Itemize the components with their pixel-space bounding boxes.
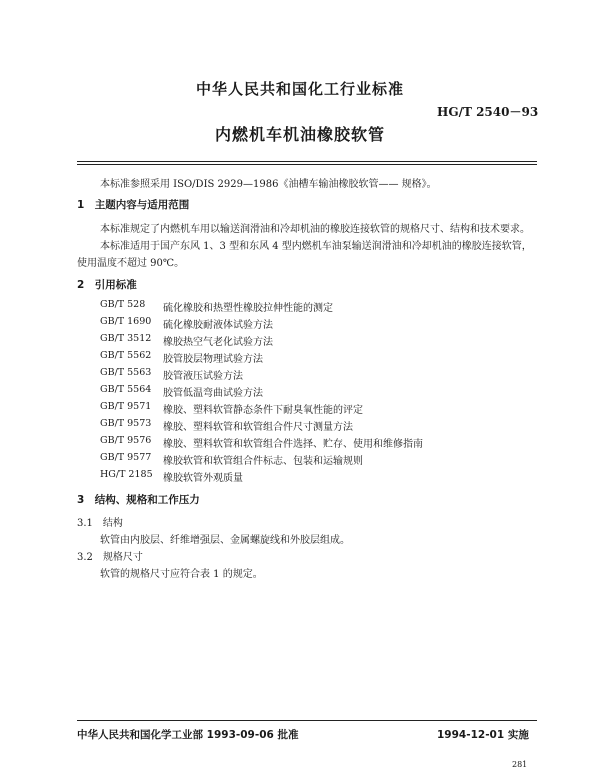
- subsection-3-2-heading: 3.2 规格尺寸: [77, 552, 143, 563]
- section-1-paragraph-1: 本标准规定了内燃机车用以输送润滑油和冷却机油的橡胶连接软管的规格尺寸、结构和技术要求。: [100, 224, 530, 235]
- approval-info: 中华人民共和国化学工业部 1993-09-06 批准: [77, 729, 299, 741]
- section-1-paragraph-2-line-1: 本标准适用于国产东风 1、3 型和东风 4 型内燃机车油泵输送润滑油和冷却机油的橡胶连接软管，: [100, 241, 532, 252]
- top-rule-1: [77, 161, 537, 162]
- ref-name: 橡胶软管外观质量: [163, 473, 243, 484]
- ref-name: 胶管低温弯曲试验方法: [163, 388, 263, 399]
- section-2-heading: 2 引用标准: [77, 279, 137, 291]
- section-1-heading: 1 主题内容与适用范围: [77, 199, 190, 211]
- subsection-3-1-text: 软管由内胶层、纤维增强层、金属螺旋线和外胶层组成。: [100, 535, 350, 546]
- standard-number: HG/T 2540－93: [437, 105, 539, 119]
- standard-category: 中华人民共和国化工行业标准: [195, 80, 404, 98]
- intro-text: 本标准参照采用 ISO/DIS 2929—1986《油槽车输油橡胶软管—— 规格》。: [100, 179, 437, 190]
- ref-code: HG/T 2185: [100, 469, 153, 480]
- ref-code: GB/T 1690: [100, 316, 152, 327]
- subsection-3-1-heading: 3.1 结构: [77, 518, 123, 529]
- ref-name: 橡胶、塑料软管静态条件下耐臭氧性能的评定: [163, 405, 363, 416]
- ref-name: 橡胶、塑料软管和软管组合件选择、贮存、使用和维修指南: [163, 439, 423, 450]
- ref-name: 橡胶热空气老化试验方法: [163, 337, 273, 348]
- implementation-date: 1994-12-01 实施: [437, 729, 529, 741]
- section-1-paragraph-2-line-2: 使用温度不超过 90℃。: [77, 258, 185, 269]
- ref-code: GB/T 3512: [100, 333, 152, 344]
- ref-code: GB/T 9571: [100, 401, 152, 412]
- ref-code: GB/T 5564: [100, 384, 152, 395]
- bottom-rule: [77, 720, 537, 721]
- ref-name: 硫化橡胶和热塑性橡胶拉伸性能的测定: [163, 303, 333, 314]
- ref-name: 硫化橡胶耐液体试验方法: [163, 320, 273, 331]
- ref-name: 橡胶软管和软管组合件标志、包装和运输规则: [163, 456, 363, 467]
- ref-code: GB/T 5563: [100, 367, 152, 378]
- document-title: 内燃机车机油橡胶软管: [214, 125, 385, 144]
- ref-name: 胶管液压试验方法: [163, 371, 243, 382]
- page-number: 281: [512, 760, 528, 769]
- ref-code: GB/T 9576: [100, 435, 152, 446]
- ref-code: GB/T 9577: [100, 452, 152, 463]
- ref-name: 胶管胶层物理试验方法: [163, 354, 263, 365]
- ref-code: GB/T 528: [100, 299, 146, 310]
- subsection-3-2-text: 软管的规格尺寸应符合表 1 的规定。: [100, 569, 263, 580]
- ref-code: GB/T 9573: [100, 418, 152, 429]
- section-3-heading: 3 结构、规格和工作压力: [77, 494, 200, 506]
- ref-name: 橡胶、塑料软管和软管组合件尺寸测量方法: [163, 422, 353, 433]
- top-rule-2: [77, 164, 537, 165]
- ref-code: GB/T 5562: [100, 350, 152, 361]
